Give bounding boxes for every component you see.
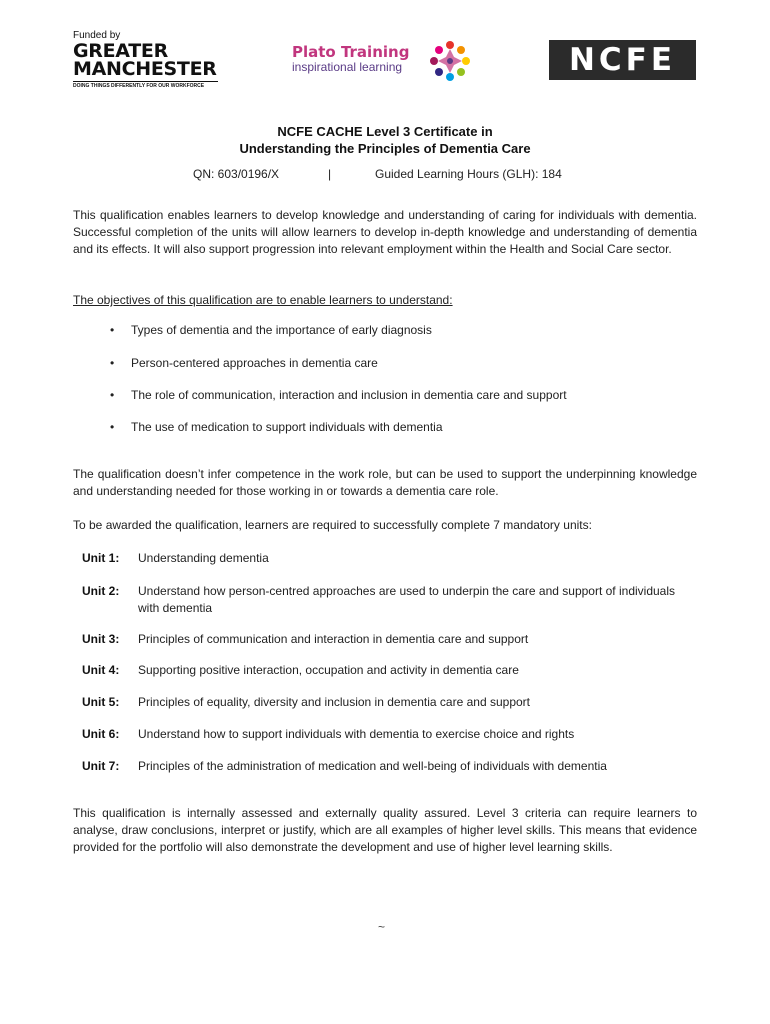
unit-label: Unit 1: <box>82 551 120 565</box>
bullet-icon: • <box>110 323 115 337</box>
unit-title: Principles of communication and interaction in dementia care and support <box>138 632 529 646</box>
unit-title: Principles of equality, diversity and inclusion in dementia care and support <box>138 695 530 709</box>
objective-text: The role of communication, interaction and inclusion in dementia care and support <box>131 388 567 402</box>
gm-logo-line2: MANCHESTER <box>73 58 217 80</box>
plato-logo-tagline: inspirational learning <box>292 60 403 74</box>
footer-mark: ~ <box>378 920 386 934</box>
objective-text: The use of medication to support individuals with dementia <box>131 420 443 434</box>
funded-by-label: Funded by <box>73 30 121 41</box>
objective-item <box>110 388 567 402</box>
plato-people-circle-icon <box>425 38 475 84</box>
plato-training-logo <box>292 44 482 84</box>
unit-label: Unit 6: <box>82 727 120 741</box>
objectives-heading: The objectives of this qualification are to enable learners to understand: <box>73 293 453 307</box>
unit-label: Unit 5: <box>82 695 120 709</box>
objective-item <box>110 420 443 434</box>
award-requirements-paragraph: To be awarded the qualification, learners are required to successfully complete 7 mandatory units: <box>73 518 592 532</box>
assessment-paragraph: This qualification is internally assessed and externally quality assured. Level 3 criteria can require learners to analyse, draw conclusions, interpret or justify, which are all examples of higher level skills. This means that evidence provided for the portfolio will also demonstrate the development and use of higher level learning skills. <box>73 806 697 854</box>
greater-manchester-logo <box>73 30 223 89</box>
unit-title: Supporting positive interaction, occupation and activity in dementia care <box>138 663 519 677</box>
bullet-icon: • <box>110 420 115 434</box>
document-title-line2: Understanding the Principles of Dementia Care <box>239 141 531 156</box>
objective-text: Types of dementia and the importance of early diagnosis <box>131 323 432 337</box>
unit-label: Unit 4: <box>82 663 120 677</box>
ncfe-logo: NCFE <box>549 40 696 80</box>
objective-item <box>110 356 378 370</box>
unit-title: Understand how to support individuals with dementia to exercise choice and rights <box>138 727 575 741</box>
unit-title: Principles of the administration of medication and well-being of individuals with dementia <box>138 759 607 773</box>
unit-label: Unit 3: <box>82 632 120 646</box>
qualification-number: QN: 603/0196/X <box>193 167 280 181</box>
unit-label: Unit 7: <box>82 759 120 773</box>
gm-logo-line1: GREATER <box>73 40 168 62</box>
bullet-icon: • <box>110 356 115 370</box>
competence-paragraph: The qualification doesn’t infer competence in the work role, but can be used to support the underpinning knowledge and understanding needed for those working in or towards a dementia care role. <box>73 467 697 498</box>
gm-logo-tagline: DOING THINGS DIFFERENTLY FOR OUR WORKFORCE <box>73 81 218 89</box>
meta-separator: | <box>328 167 332 181</box>
guided-learning-hours: Guided Learning Hours (GLH): 184 <box>375 167 562 181</box>
objective-text: Person-centered approaches in dementia care <box>131 356 378 370</box>
intro-paragraph: This qualification enables learners to develop knowledge and understanding of caring for individuals with dementia. Successful completion of the units will allow learners to develop in-depth knowledge and understanding of dementia and its effects. It will also support progression into relevant employment within the Health and Social Care sector. <box>73 208 697 256</box>
document-title-line1: NCFE CACHE Level 3 Certificate in <box>277 124 493 139</box>
unit-title: Understanding dementia <box>138 551 269 565</box>
unit-title: Understand how person-centred approaches are used to underpin the care and support of individuals with dementia <box>138 584 676 615</box>
plato-logo-name: Plato Training <box>292 43 410 61</box>
objective-item <box>110 323 432 337</box>
bullet-icon: • <box>110 388 115 402</box>
unit-label: Unit 2: <box>82 584 120 598</box>
